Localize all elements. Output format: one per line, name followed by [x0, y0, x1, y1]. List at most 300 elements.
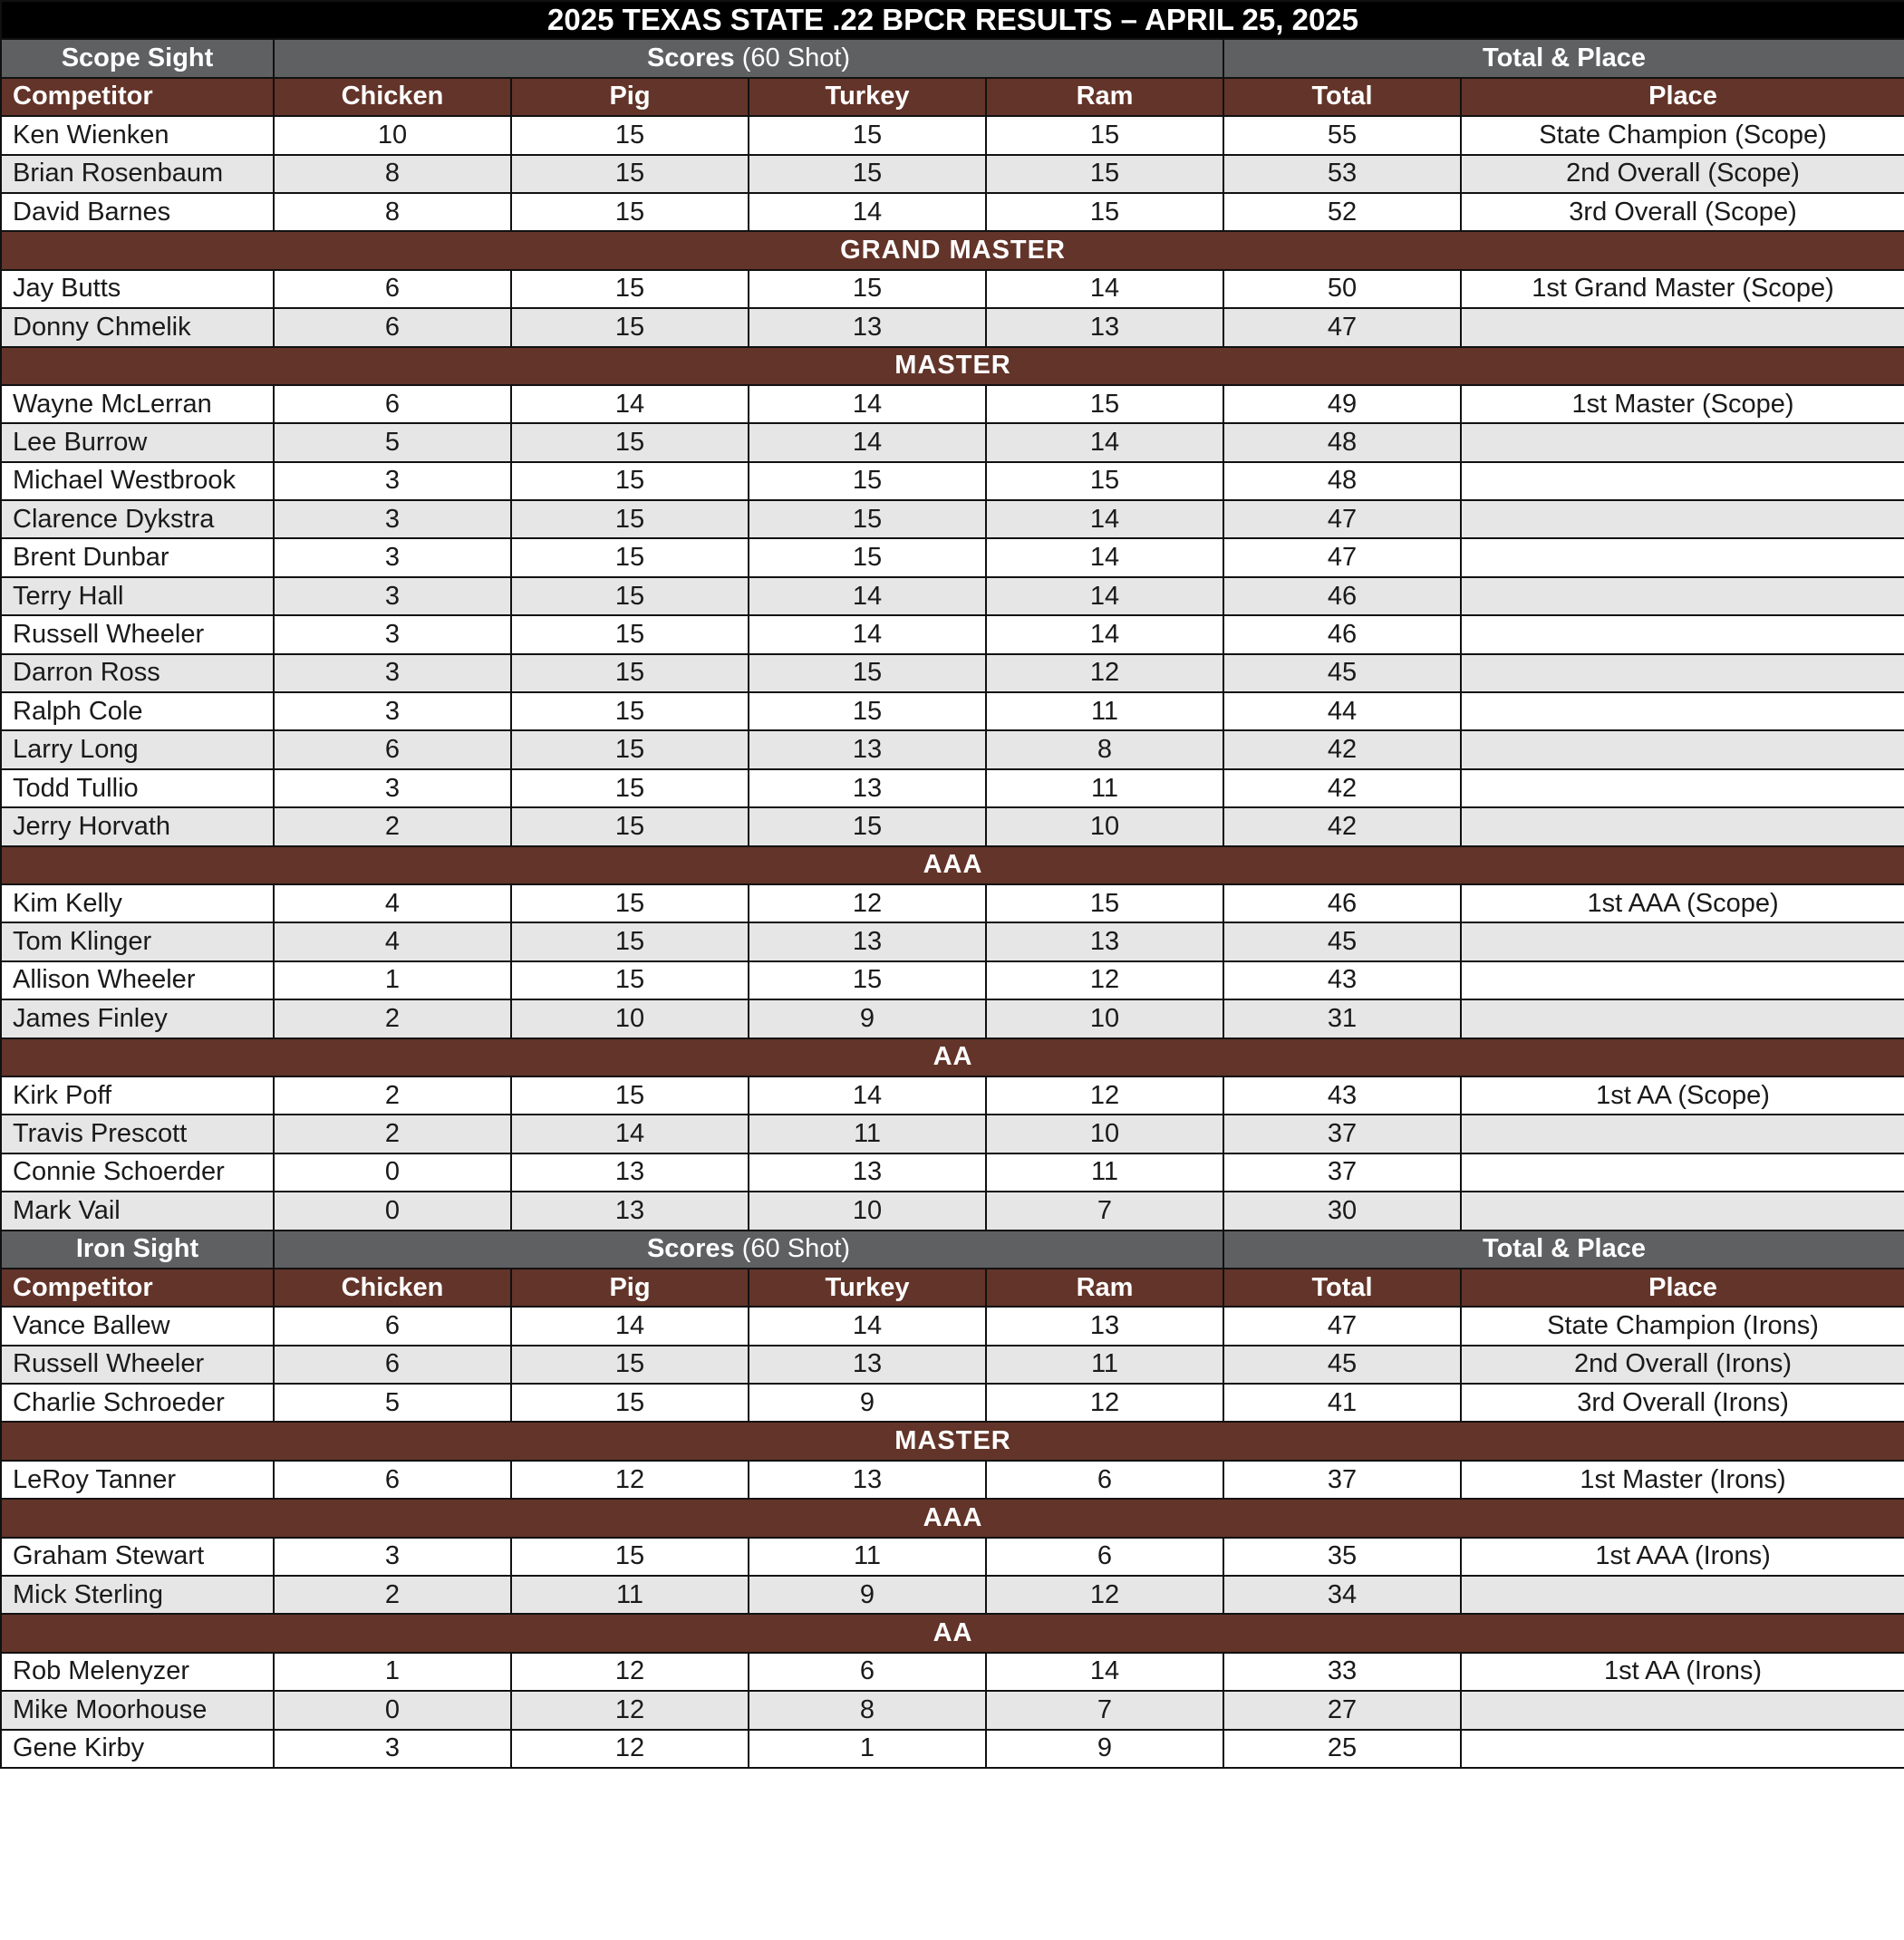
cell-chicken: 2	[274, 1076, 511, 1115]
cell-ram: 14	[986, 1653, 1223, 1691]
cell-competitor: Ralph Cole	[1, 692, 274, 730]
group-header-row	[1, 1231, 1904, 1269]
table-row	[1, 155, 1904, 193]
scores-label: Scores	[646, 1234, 735, 1264]
cell-chicken: 6	[274, 1346, 511, 1384]
cell-ram: 14	[986, 538, 1223, 576]
cell-ram: 14	[986, 270, 1223, 308]
cell-chicken: 6	[274, 308, 511, 346]
cell-total: 55	[1223, 116, 1461, 154]
cell-pig: 12	[511, 1461, 749, 1499]
cell-competitor: Kirk Poff	[1, 1076, 274, 1115]
cell-place	[1461, 577, 1904, 615]
cell-turkey: 10	[749, 1192, 986, 1230]
cell-competitor: Brent Dunbar	[1, 538, 274, 576]
table-row	[1, 1153, 1904, 1192]
cell-chicken: 6	[274, 730, 511, 768]
cell-place	[1461, 423, 1904, 461]
cell-total: 37	[1223, 1153, 1461, 1192]
cell-turkey: 12	[749, 884, 986, 922]
cell-chicken: 0	[274, 1192, 511, 1230]
cell-turkey: 15	[749, 807, 986, 845]
table-row	[1, 1576, 1904, 1614]
table-row	[1, 462, 1904, 500]
column-header-place: Place	[1461, 78, 1904, 116]
cell-competitor: Ken Wienken	[1, 116, 274, 154]
cell-competitor: Lee Burrow	[1, 423, 274, 461]
cell-place: State Champion (Irons)	[1461, 1307, 1904, 1345]
cell-place	[1461, 1153, 1904, 1192]
cell-place	[1461, 538, 1904, 576]
cell-place	[1461, 615, 1904, 653]
cell-competitor: Mark Vail	[1, 1192, 274, 1230]
cell-place	[1461, 769, 1904, 807]
cell-pig: 15	[511, 116, 749, 154]
cell-place	[1461, 1730, 1904, 1768]
table-row	[1, 1192, 1904, 1230]
cell-competitor: Graham Stewart	[1, 1538, 274, 1576]
table-row	[1, 1076, 1904, 1115]
cell-pig: 15	[511, 961, 749, 999]
cell-ram: 15	[986, 116, 1223, 154]
cell-pig: 15	[511, 193, 749, 231]
scores-note: (60 Shot)	[741, 1234, 851, 1264]
cell-chicken: 2	[274, 1576, 511, 1614]
cell-competitor: Mick Sterling	[1, 1576, 274, 1614]
section-header-row	[1, 1614, 1904, 1652]
cell-competitor: Russell Wheeler	[1, 1346, 274, 1384]
cell-total: 52	[1223, 193, 1461, 231]
cell-chicken: 2	[274, 807, 511, 845]
cell-total: 45	[1223, 1346, 1461, 1384]
cell-competitor: Terry Hall	[1, 577, 274, 615]
cell-ram: 10	[986, 807, 1223, 845]
cell-chicken: 0	[274, 1691, 511, 1729]
cell-total: 50	[1223, 270, 1461, 308]
cell-ram: 15	[986, 462, 1223, 500]
cell-ram: 12	[986, 1076, 1223, 1115]
cell-total: 48	[1223, 462, 1461, 500]
cell-place	[1461, 807, 1904, 845]
cell-competitor: James Finley	[1, 999, 274, 1038]
scores-header	[274, 39, 1223, 77]
table-row	[1, 1384, 1904, 1422]
cell-total: 46	[1223, 577, 1461, 615]
cell-turkey: 14	[749, 1307, 986, 1345]
table-row	[1, 385, 1904, 423]
cell-ram: 15	[986, 385, 1223, 423]
cell-turkey: 14	[749, 423, 986, 461]
cell-ram: 14	[986, 500, 1223, 538]
cell-pig: 15	[511, 577, 749, 615]
cell-ram: 12	[986, 654, 1223, 692]
section-label: AA	[1, 1614, 1904, 1652]
cell-pig: 15	[511, 922, 749, 960]
cell-competitor: Kim Kelly	[1, 884, 274, 922]
cell-chicken: 6	[274, 1461, 511, 1499]
cell-turkey: 8	[749, 1691, 986, 1729]
cell-pig: 15	[511, 730, 749, 768]
cell-competitor: LeRoy Tanner	[1, 1461, 274, 1499]
cell-turkey: 15	[749, 538, 986, 576]
table-row	[1, 730, 1904, 768]
cell-chicken: 1	[274, 961, 511, 999]
table-row	[1, 807, 1904, 845]
cell-total: 47	[1223, 500, 1461, 538]
table-row	[1, 423, 1904, 461]
cell-turkey: 9	[749, 1576, 986, 1614]
cell-place	[1461, 730, 1904, 768]
cell-turkey: 15	[749, 155, 986, 193]
section-label: MASTER	[1, 347, 1904, 385]
cell-turkey: 15	[749, 500, 986, 538]
cell-place: 1st AAA (Irons)	[1461, 1538, 1904, 1576]
section-label: AA	[1, 1038, 1904, 1076]
cell-ram: 12	[986, 1384, 1223, 1422]
cell-total: 42	[1223, 807, 1461, 845]
cell-chicken: 3	[274, 500, 511, 538]
column-header-pig: Pig	[511, 78, 749, 116]
cell-place	[1461, 922, 1904, 960]
cell-ram: 14	[986, 615, 1223, 653]
table-row	[1, 270, 1904, 308]
cell-chicken: 10	[274, 116, 511, 154]
cell-turkey: 14	[749, 1076, 986, 1115]
section-label: GRAND MASTER	[1, 231, 1904, 269]
cell-place	[1461, 999, 1904, 1038]
cell-chicken: 4	[274, 922, 511, 960]
cell-competitor: Tom Klinger	[1, 922, 274, 960]
cell-pig: 15	[511, 769, 749, 807]
cell-competitor: Mike Moorhouse	[1, 1691, 274, 1729]
cell-turkey: 13	[749, 1346, 986, 1384]
cell-pig: 15	[511, 308, 749, 346]
column-header-chicken: Chicken	[274, 1269, 511, 1307]
table-row	[1, 884, 1904, 922]
cell-pig: 15	[511, 1538, 749, 1576]
cell-pig: 15	[511, 462, 749, 500]
column-header-ram: Ram	[986, 78, 1223, 116]
cell-competitor: Todd Tullio	[1, 769, 274, 807]
cell-turkey: 6	[749, 1653, 986, 1691]
cell-total: 27	[1223, 1691, 1461, 1729]
section-label: AAA	[1, 1499, 1904, 1537]
cell-turkey: 13	[749, 1461, 986, 1499]
cell-ram: 12	[986, 1576, 1223, 1614]
cell-ram: 15	[986, 193, 1223, 231]
cell-total: 47	[1223, 538, 1461, 576]
cell-turkey: 14	[749, 193, 986, 231]
column-header-row	[1, 78, 1904, 116]
cell-chicken: 8	[274, 193, 511, 231]
cell-total: 46	[1223, 884, 1461, 922]
table-row	[1, 1653, 1904, 1691]
cell-ram: 15	[986, 155, 1223, 193]
cell-place	[1461, 500, 1904, 538]
cell-competitor: Brian Rosenbaum	[1, 155, 274, 193]
cell-turkey: 14	[749, 615, 986, 653]
cell-place	[1461, 654, 1904, 692]
cell-chicken: 6	[274, 385, 511, 423]
cell-total: 34	[1223, 1576, 1461, 1614]
cell-place: 3rd Overall (Irons)	[1461, 1384, 1904, 1422]
table-row	[1, 308, 1904, 346]
cell-pig: 15	[511, 884, 749, 922]
cell-turkey: 11	[749, 1115, 986, 1153]
group-header-row	[1, 39, 1904, 77]
cell-competitor: Russell Wheeler	[1, 615, 274, 653]
cell-pig: 15	[511, 692, 749, 730]
cell-ram: 9	[986, 1730, 1223, 1768]
cell-competitor: Rob Melenyzer	[1, 1653, 274, 1691]
cell-place	[1461, 692, 1904, 730]
cell-total: 33	[1223, 1653, 1461, 1691]
column-header-total: Total	[1223, 1269, 1461, 1307]
cell-pig: 15	[511, 1384, 749, 1422]
table-row	[1, 193, 1904, 231]
cell-pig: 15	[511, 615, 749, 653]
section-label: AAA	[1, 846, 1904, 884]
cell-ram: 13	[986, 1307, 1223, 1345]
cell-ram: 14	[986, 577, 1223, 615]
column-header-competitor: Competitor	[1, 78, 274, 116]
cell-chicken: 4	[274, 884, 511, 922]
cell-total: 46	[1223, 615, 1461, 653]
cell-turkey: 15	[749, 692, 986, 730]
table-row	[1, 1691, 1904, 1729]
cell-chicken: 2	[274, 1115, 511, 1153]
cell-chicken: 5	[274, 1384, 511, 1422]
cell-pig: 13	[511, 1192, 749, 1230]
cell-pig: 15	[511, 538, 749, 576]
cell-place	[1461, 308, 1904, 346]
cell-turkey: 13	[749, 769, 986, 807]
cell-pig: 14	[511, 1115, 749, 1153]
cell-turkey: 13	[749, 922, 986, 960]
table-row	[1, 615, 1904, 653]
cell-competitor: Jerry Horvath	[1, 807, 274, 845]
cell-place	[1461, 1115, 1904, 1153]
cell-chicken: 0	[274, 1153, 511, 1192]
cell-competitor: Wayne McLerran	[1, 385, 274, 423]
cell-chicken: 3	[274, 615, 511, 653]
cell-chicken: 3	[274, 577, 511, 615]
cell-total: 42	[1223, 769, 1461, 807]
cell-turkey: 15	[749, 270, 986, 308]
cell-chicken: 2	[274, 999, 511, 1038]
table-row	[1, 999, 1904, 1038]
section-header-row	[1, 347, 1904, 385]
cell-total: 43	[1223, 961, 1461, 999]
cell-chicken: 3	[274, 538, 511, 576]
cell-turkey: 15	[749, 961, 986, 999]
cell-ram: 15	[986, 884, 1223, 922]
column-header-place: Place	[1461, 1269, 1904, 1307]
scores-label: Scores	[646, 43, 735, 73]
cell-pig: 15	[511, 500, 749, 538]
cell-place: 1st Master (Irons)	[1461, 1461, 1904, 1499]
cell-turkey: 9	[749, 1384, 986, 1422]
cell-turkey: 13	[749, 730, 986, 768]
cell-chicken: 3	[274, 1730, 511, 1768]
table-row	[1, 1730, 1904, 1768]
cell-place: 1st AA (Irons)	[1461, 1653, 1904, 1691]
section-header-row	[1, 1038, 1904, 1076]
cell-total: 37	[1223, 1461, 1461, 1499]
cell-pig: 10	[511, 999, 749, 1038]
cell-total: 48	[1223, 423, 1461, 461]
cell-total: 30	[1223, 1192, 1461, 1230]
section-header-row	[1, 1422, 1904, 1460]
column-header-ram: Ram	[986, 1269, 1223, 1307]
cell-ram: 14	[986, 423, 1223, 461]
cell-chicken: 6	[274, 270, 511, 308]
page-title: 2025 TEXAS STATE .22 BPCR RESULTS – APRIL 25, 2025	[1, 1, 1904, 39]
column-header-turkey: Turkey	[749, 1269, 986, 1307]
scores-note: (60 Shot)	[741, 43, 851, 73]
cell-competitor: Darron Ross	[1, 654, 274, 692]
cell-pig: 15	[511, 423, 749, 461]
cell-total: 44	[1223, 692, 1461, 730]
table-row	[1, 1115, 1904, 1153]
scores-header	[274, 1231, 1223, 1269]
table-row	[1, 538, 1904, 576]
cell-total: 47	[1223, 308, 1461, 346]
cell-pig: 13	[511, 1153, 749, 1192]
cell-competitor: Michael Westbrook	[1, 462, 274, 500]
cell-pig: 15	[511, 1076, 749, 1115]
cell-chicken: 3	[274, 692, 511, 730]
total-place-header: Total & Place	[1223, 1231, 1904, 1269]
cell-turkey: 15	[749, 654, 986, 692]
cell-competitor: Connie Schoerder	[1, 1153, 274, 1192]
cell-pig: 11	[511, 1576, 749, 1614]
cell-ram: 10	[986, 999, 1223, 1038]
table-row	[1, 769, 1904, 807]
total-place-header: Total & Place	[1223, 39, 1904, 77]
cell-place	[1461, 1192, 1904, 1230]
cell-competitor: Travis Prescott	[1, 1115, 274, 1153]
cell-chicken: 3	[274, 1538, 511, 1576]
cell-turkey: 11	[749, 1538, 986, 1576]
cell-ram: 12	[986, 961, 1223, 999]
cell-pig: 12	[511, 1691, 749, 1729]
cell-chicken: 1	[274, 1653, 511, 1691]
section-header-row	[1, 231, 1904, 269]
cell-pig: 14	[511, 1307, 749, 1345]
cell-pig: 15	[511, 155, 749, 193]
table-row	[1, 1307, 1904, 1345]
cell-turkey: 13	[749, 1153, 986, 1192]
cell-chicken: 3	[274, 462, 511, 500]
cell-pig: 15	[511, 807, 749, 845]
cell-chicken: 3	[274, 769, 511, 807]
cell-place: 2nd Overall (Irons)	[1461, 1346, 1904, 1384]
cell-ram: 10	[986, 1115, 1223, 1153]
cell-place: 1st AAA (Scope)	[1461, 884, 1904, 922]
cell-total: 53	[1223, 155, 1461, 193]
cell-place: 1st AA (Scope)	[1461, 1076, 1904, 1115]
cell-ram: 13	[986, 308, 1223, 346]
sight-type-header: Scope Sight	[1, 39, 274, 77]
column-header-row	[1, 1269, 1904, 1307]
cell-turkey: 1	[749, 1730, 986, 1768]
cell-chicken: 3	[274, 654, 511, 692]
cell-pig: 15	[511, 270, 749, 308]
cell-place: State Champion (Scope)	[1461, 116, 1904, 154]
cell-competitor: Jay Butts	[1, 270, 274, 308]
cell-total: 47	[1223, 1307, 1461, 1345]
cell-turkey: 14	[749, 577, 986, 615]
table-row	[1, 116, 1904, 154]
section-header-row	[1, 846, 1904, 884]
table-row	[1, 1461, 1904, 1499]
cell-ram: 13	[986, 922, 1223, 960]
cell-competitor: Larry Long	[1, 730, 274, 768]
column-header-competitor: Competitor	[1, 1269, 274, 1307]
cell-total: 43	[1223, 1076, 1461, 1115]
cell-total: 31	[1223, 999, 1461, 1038]
cell-turkey: 9	[749, 999, 986, 1038]
cell-ram: 7	[986, 1192, 1223, 1230]
cell-place	[1461, 1576, 1904, 1614]
cell-ram: 8	[986, 730, 1223, 768]
cell-turkey: 15	[749, 462, 986, 500]
sight-type-header: Iron Sight	[1, 1231, 274, 1269]
cell-pig: 12	[511, 1653, 749, 1691]
table-row	[1, 1538, 1904, 1576]
cell-ram: 7	[986, 1691, 1223, 1729]
cell-competitor: Charlie Schroeder	[1, 1384, 274, 1422]
table-row	[1, 922, 1904, 960]
cell-place: 1st Grand Master (Scope)	[1461, 270, 1904, 308]
column-header-pig: Pig	[511, 1269, 749, 1307]
table-row	[1, 654, 1904, 692]
cell-total: 35	[1223, 1538, 1461, 1576]
cell-ram: 11	[986, 692, 1223, 730]
cell-total: 41	[1223, 1384, 1461, 1422]
cell-pig: 15	[511, 1346, 749, 1384]
cell-place: 3rd Overall (Scope)	[1461, 193, 1904, 231]
table-row	[1, 1346, 1904, 1384]
cell-total: 49	[1223, 385, 1461, 423]
cell-competitor: Vance Ballew	[1, 1307, 274, 1345]
column-header-turkey: Turkey	[749, 78, 986, 116]
cell-place	[1461, 1691, 1904, 1729]
cell-turkey: 15	[749, 116, 986, 154]
cell-chicken: 5	[274, 423, 511, 461]
cell-competitor: Donny Chmelik	[1, 308, 274, 346]
cell-place: 1st Master (Scope)	[1461, 385, 1904, 423]
table-row	[1, 692, 1904, 730]
cell-ram: 6	[986, 1538, 1223, 1576]
cell-pig: 15	[511, 654, 749, 692]
cell-competitor: Clarence Dykstra	[1, 500, 274, 538]
cell-place	[1461, 961, 1904, 999]
section-label: MASTER	[1, 1422, 1904, 1460]
cell-competitor: David Barnes	[1, 193, 274, 231]
cell-turkey: 14	[749, 385, 986, 423]
table-row	[1, 577, 1904, 615]
cell-ram: 11	[986, 1153, 1223, 1192]
section-header-row	[1, 1499, 1904, 1537]
column-header-chicken: Chicken	[274, 78, 511, 116]
cell-chicken: 8	[274, 155, 511, 193]
cell-place	[1461, 462, 1904, 500]
cell-chicken: 6	[274, 1307, 511, 1345]
cell-total: 42	[1223, 730, 1461, 768]
cell-competitor: Allison Wheeler	[1, 961, 274, 999]
